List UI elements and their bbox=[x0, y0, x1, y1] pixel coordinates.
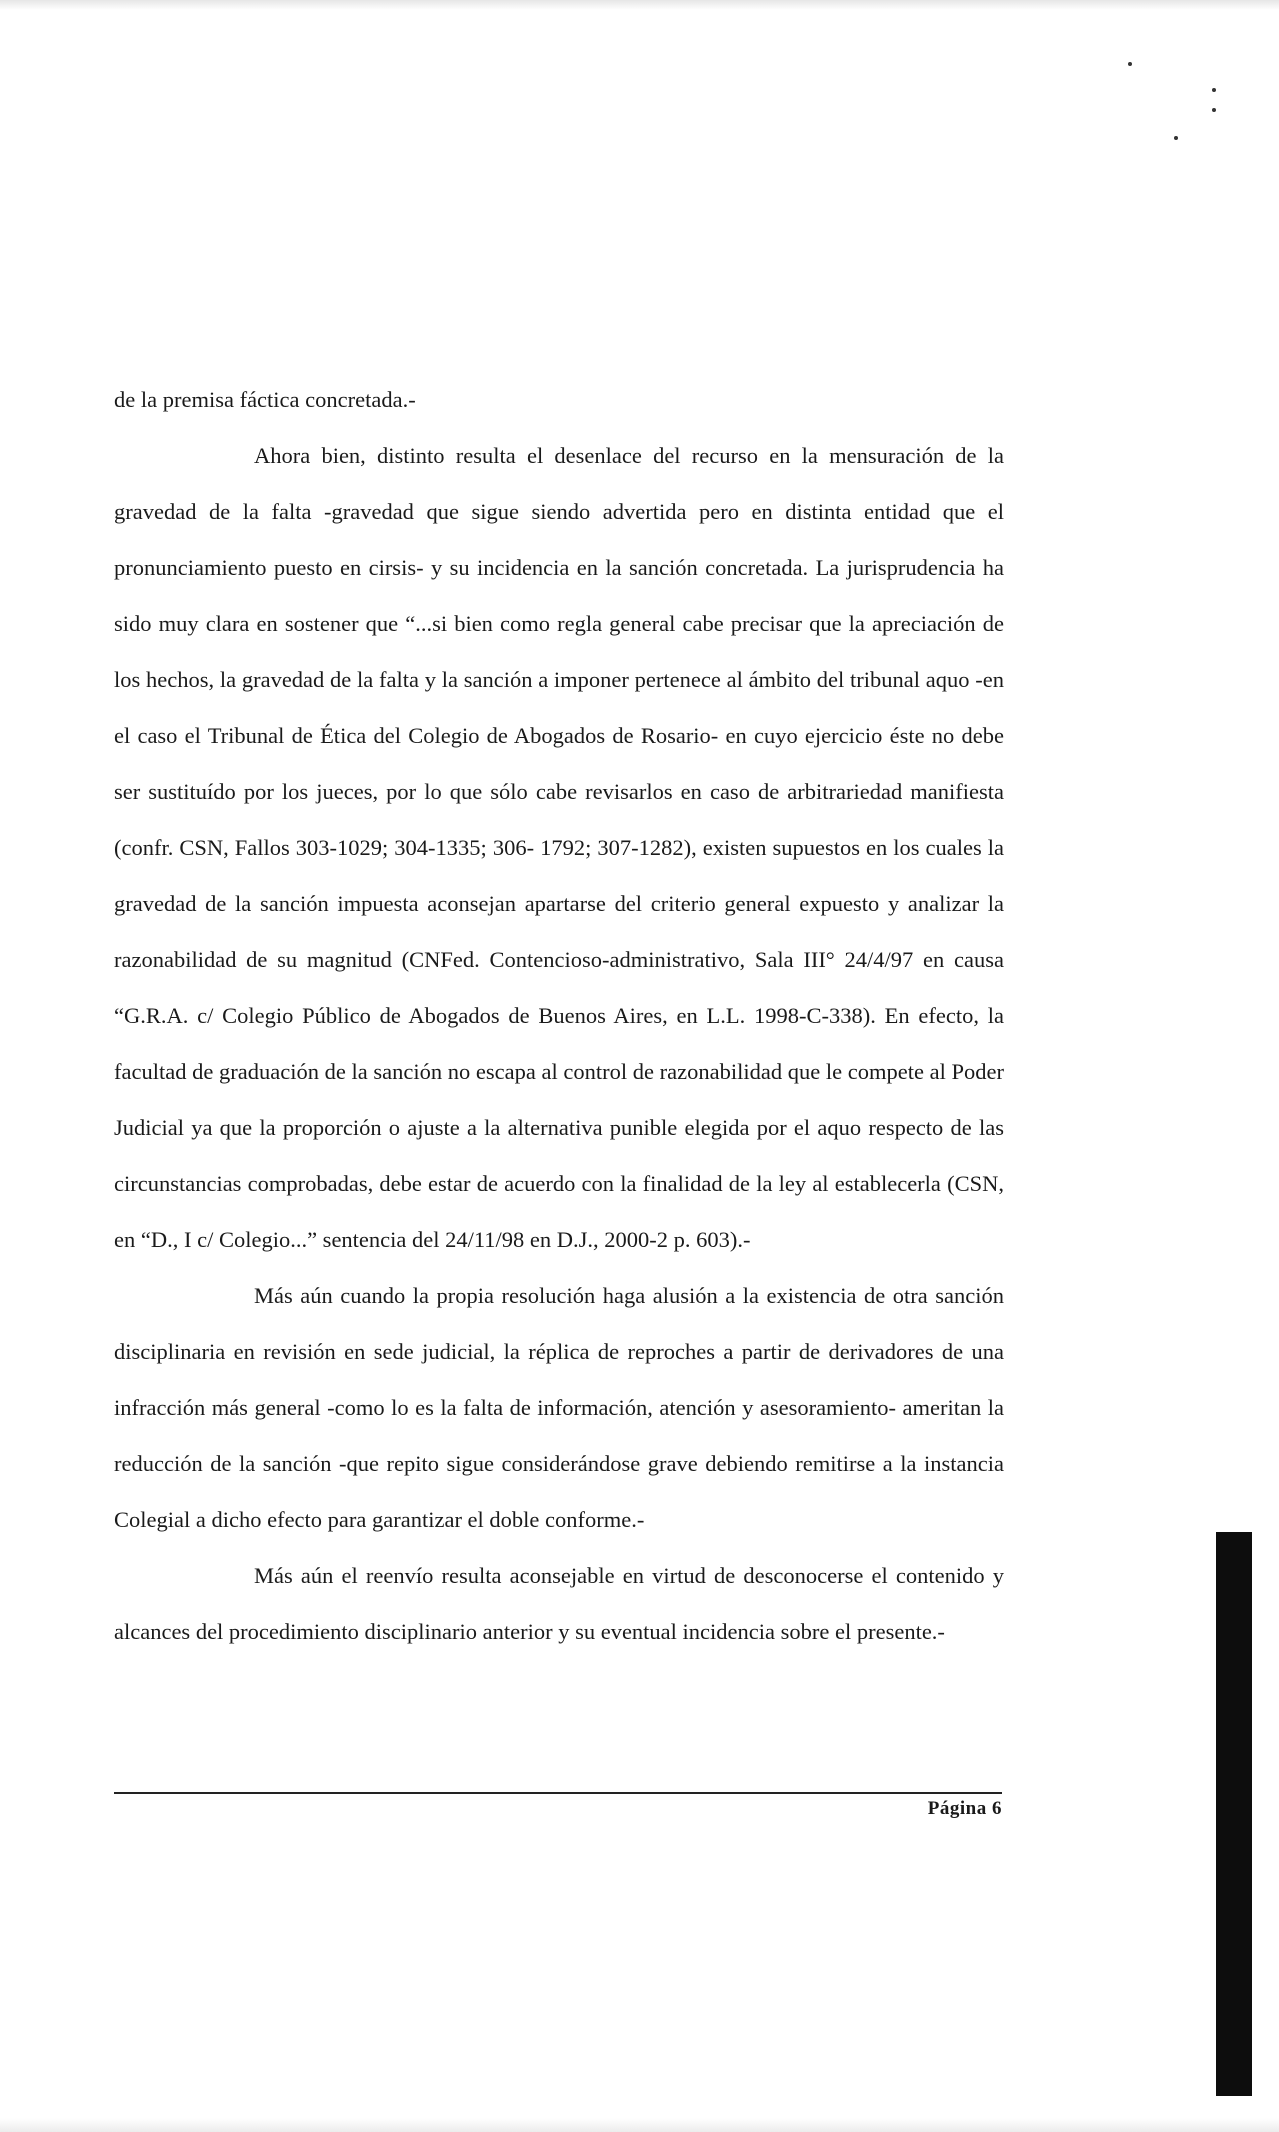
paragraph-3: Más aún cuando la propia resolución haga alusión a la existencia de otra sanción disciplinaria en revisión en sede judicial, la réplica de reproches a partir de derivadores de una infracción más general -como lo es la falta de información, atención y asesoramiento- ameritan la reducción de la sanción -que repito sigue considerándose grave debiendo remitirse a la instancia Colegial a dicho efecto para garantizar el doble conforme.- bbox=[114, 1283, 1004, 1532]
scan-edge-bottom bbox=[0, 2118, 1279, 2132]
scan-speck bbox=[1212, 88, 1216, 92]
footer-rule bbox=[114, 1792, 1002, 1794]
paragraph-4: Más aún el reenvío resulta aconsejable en virtud de desconocerse el contenido y alcances del procedimiento disciplinario anterior y su eventual incidencia sobre el presente.- bbox=[114, 1563, 1004, 1644]
paragraph-1: de la premisa fáctica concretada.- bbox=[114, 387, 416, 412]
scan-speck bbox=[1212, 108, 1216, 112]
scan-edge-top bbox=[0, 0, 1279, 10]
body-text bbox=[114, 372, 1004, 1660]
scan-speck bbox=[1128, 62, 1132, 66]
page-number: Página 6 bbox=[927, 1798, 1002, 1819]
scan-margin-bar bbox=[1216, 1532, 1252, 2096]
paragraph-2: Ahora bien, distinto resulta el desenlace del recurso en la mensuración de la gravedad de la falta -gravedad que sigue siendo advertida pero en distinta entidad que el pronunciamiento puesto en cirsis- y su incidencia en la sanción concretada. La jurisprudencia ha sido muy clara en sostener que “...si bien como regla general cabe precisar que la apreciación de los hechos, la gravedad de la falta y la sanción a imponer pertenece al ámbito del tribunal aquo -en el caso el Tribunal de Ética del Colegio de Abogados de Rosario- en cuyo ejercicio éste no debe ser sustituído por los jueces, por lo que sólo cabe revisarlos en caso de arbitrariedad manifiesta (confr. CSN, Fallos 303-1029; 304-1335; 306- 1792; 307-1282), existen supuestos en los cuales la gravedad de la sanción impuesta aconsejan apartarse del criterio general expuesto y analizar la razonabilidad de su magnitud (CNFed. Contencioso-administrativo, Sala III° 24/4/97 en causa “G.R.A. c/ Colegio Público de Abogados de Buenos Aires, en L.L. 1998-C-338). En efecto, la facultad de graduación de la sanción no escapa al control de razonabilidad que le compete al Poder Judicial ya que la proporción o ajuste a la alternativa punible elegida por el aquo respecto de las circunstancias comprobadas, debe estar de acuerdo con la finalidad de la ley al establecerla (CSN, en “D., I c/ Colegio...” sentencia del 24/11/98 en D.J., 2000-2 p. 603).- bbox=[114, 443, 1004, 1252]
scan-speck bbox=[1174, 136, 1178, 140]
